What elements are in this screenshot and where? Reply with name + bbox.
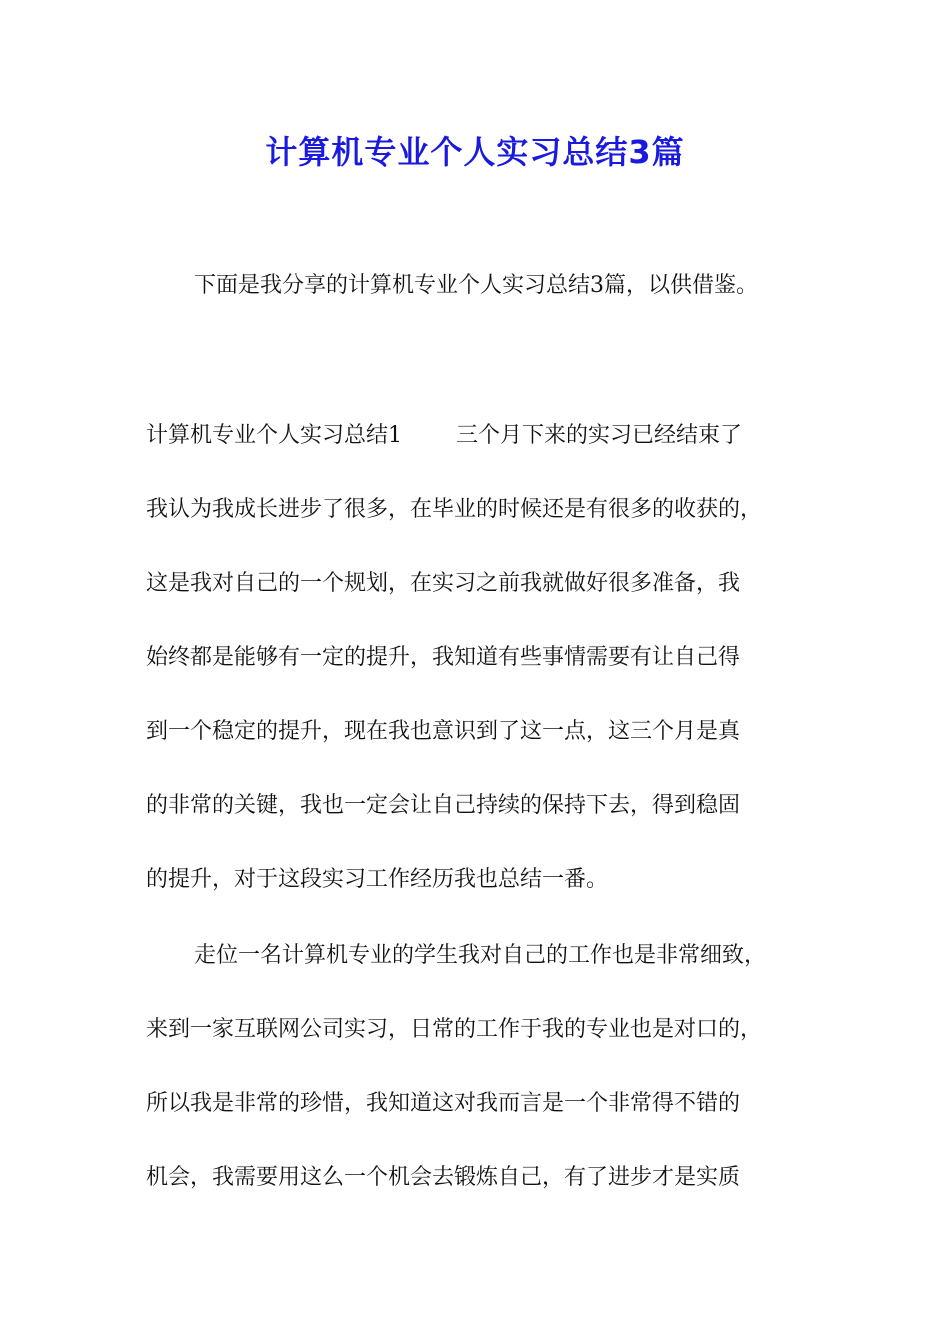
paragraph-line bbox=[146, 418, 826, 454]
paragraph-line: 所以我是非常的珍惜，我知道这对我而言是一个非常得不错的 bbox=[146, 1091, 741, 1116]
paragraph-line: 机会，我需要用这么一个机会去锻炼自己，有了进步才是实质 bbox=[146, 1165, 741, 1190]
paragraph-line: 到一个稳定的提升，现在我也意识到了这一点，这三个月是真 bbox=[146, 719, 741, 744]
paragraph-line: 始终都是能够有一定的提升，我知道有些事情需要有让自己得 bbox=[146, 645, 741, 670]
line-text: 三个月下来的实习已经结束了 bbox=[456, 423, 743, 448]
paragraph-line: 来到一家互联网公司实习，日常的工作于我的专业也是对口的， bbox=[146, 1017, 763, 1042]
document-title: 计算机专业个人实习总结3篇 bbox=[265, 133, 685, 171]
intro-paragraph: 下面是我分享的计算机专业个人实习总结3篇，以供借鉴。 bbox=[194, 273, 758, 298]
paragraph-line: 这是我对自己的一个规划，在实习之前我就做好很多准备，我 bbox=[146, 571, 741, 596]
paragraph-line: 的非常的关键，我也一定会让自己持续的保持下去，得到稳固 bbox=[146, 793, 741, 818]
section-heading: 计算机专业个人实习总结1 bbox=[146, 423, 402, 448]
paragraph-line: 我认为我成长进步了很多，在毕业的时候还是有很多的收获的， bbox=[146, 497, 763, 522]
paragraph-line: 走位一名计算机专业的学生我对自己的工作也是非常细致， bbox=[194, 943, 767, 968]
paragraph-line: 的提升，对于这段实习工作经历我也总结一番。 bbox=[146, 867, 609, 892]
